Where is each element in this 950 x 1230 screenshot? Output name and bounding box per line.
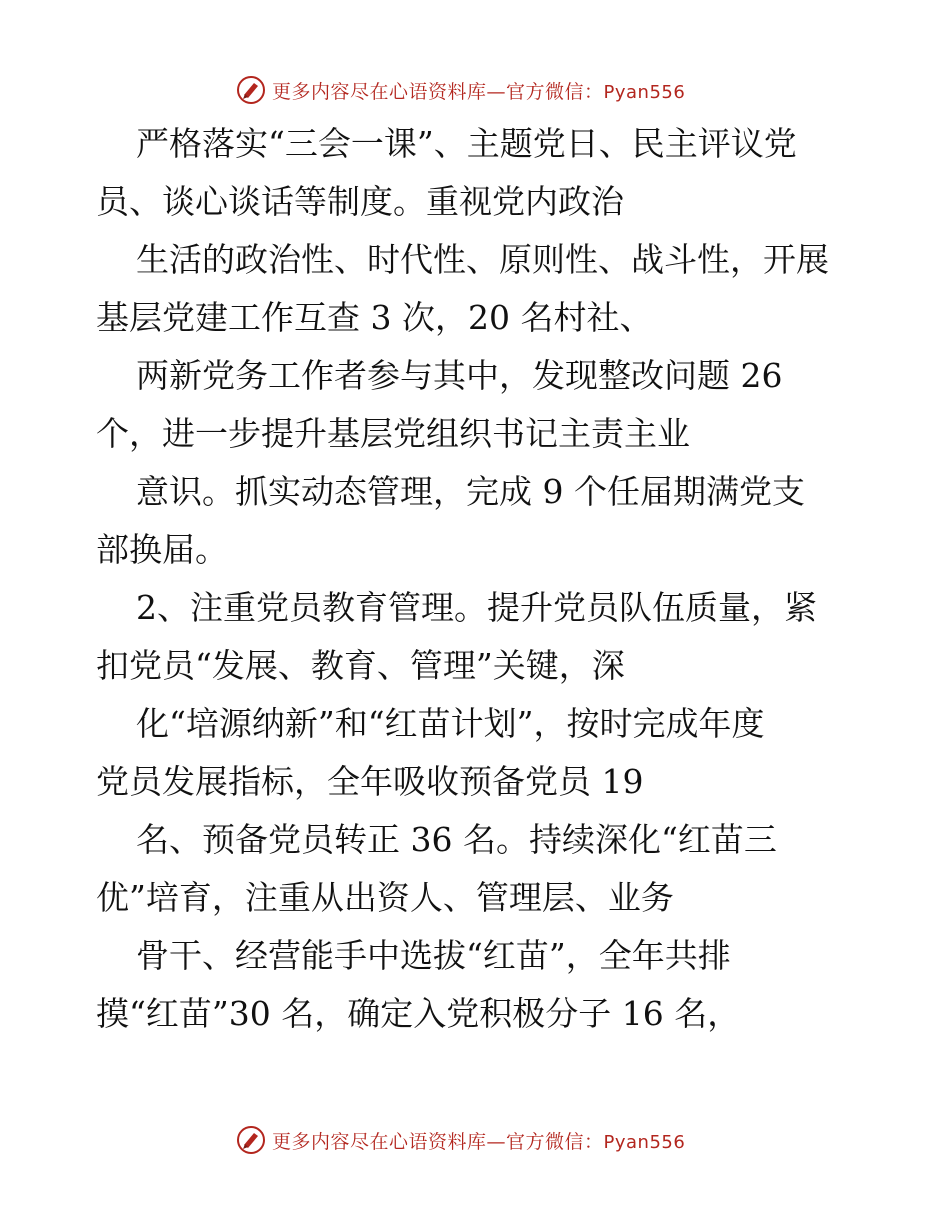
text-line: 个，进一步提升基层党组织书记主责主业 — [96, 414, 690, 453]
text-line: 摸“红苗”30 名，确定入党积极分子 16 名， — [96, 994, 741, 1033]
watermark-wechat-id: Pyan556 — [603, 81, 686, 103]
text-line: 生活的政治性、时代性、原则性、战斗性，开展 — [136, 240, 829, 279]
footer-watermark — [236, 1123, 716, 1157]
header-watermark — [236, 73, 716, 107]
text-line: 2、注重党员教育管理。提升党员队伍质量，紧 — [136, 588, 817, 627]
text-line: 部换届。 — [96, 530, 228, 569]
watermark-label: 更多内容尽在心语资料库—官方微信： — [272, 1130, 604, 1153]
text-line: 优”培育，注重从出资人、管理层、业务 — [96, 878, 674, 917]
watermark-wechat-id: Pyan556 — [603, 1131, 686, 1153]
text-line: 意识。抓实动态管理，完成 9 个任届期满党支 — [136, 472, 805, 511]
text-line: 严格落实“三会一课”、主题党日、民主评议党 — [136, 124, 797, 163]
text-line: 化“培源纳新”和“红苗计划”，按时完成年度 — [136, 704, 765, 743]
pen-logo-icon — [236, 1125, 266, 1155]
text-line: 两新党务工作者参与其中，发现整改问题 26 — [136, 356, 783, 395]
document-body — [96, 115, 876, 1043]
watermark-text — [272, 1127, 685, 1154]
watermark-label: 更多内容尽在心语资料库—官方微信： — [272, 80, 604, 103]
pen-logo-icon — [236, 75, 266, 105]
text-line: 党员发展指标，全年吸收预备党员 19 — [96, 762, 644, 801]
text-line: 基层党建工作互查 3 次，20 名村社、 — [96, 298, 653, 337]
text-line: 扣党员“发展、教育、管理”关键，深 — [96, 646, 625, 685]
text-line: 名、预备党员转正 36 名。持续深化“红苗三 — [136, 820, 777, 859]
text-line: 骨干、经营能手中选拔“红苗”，全年共排 — [136, 936, 731, 975]
watermark-text — [272, 77, 685, 104]
text-line: 员、谈心谈话等制度。重视党内政治 — [96, 182, 624, 221]
